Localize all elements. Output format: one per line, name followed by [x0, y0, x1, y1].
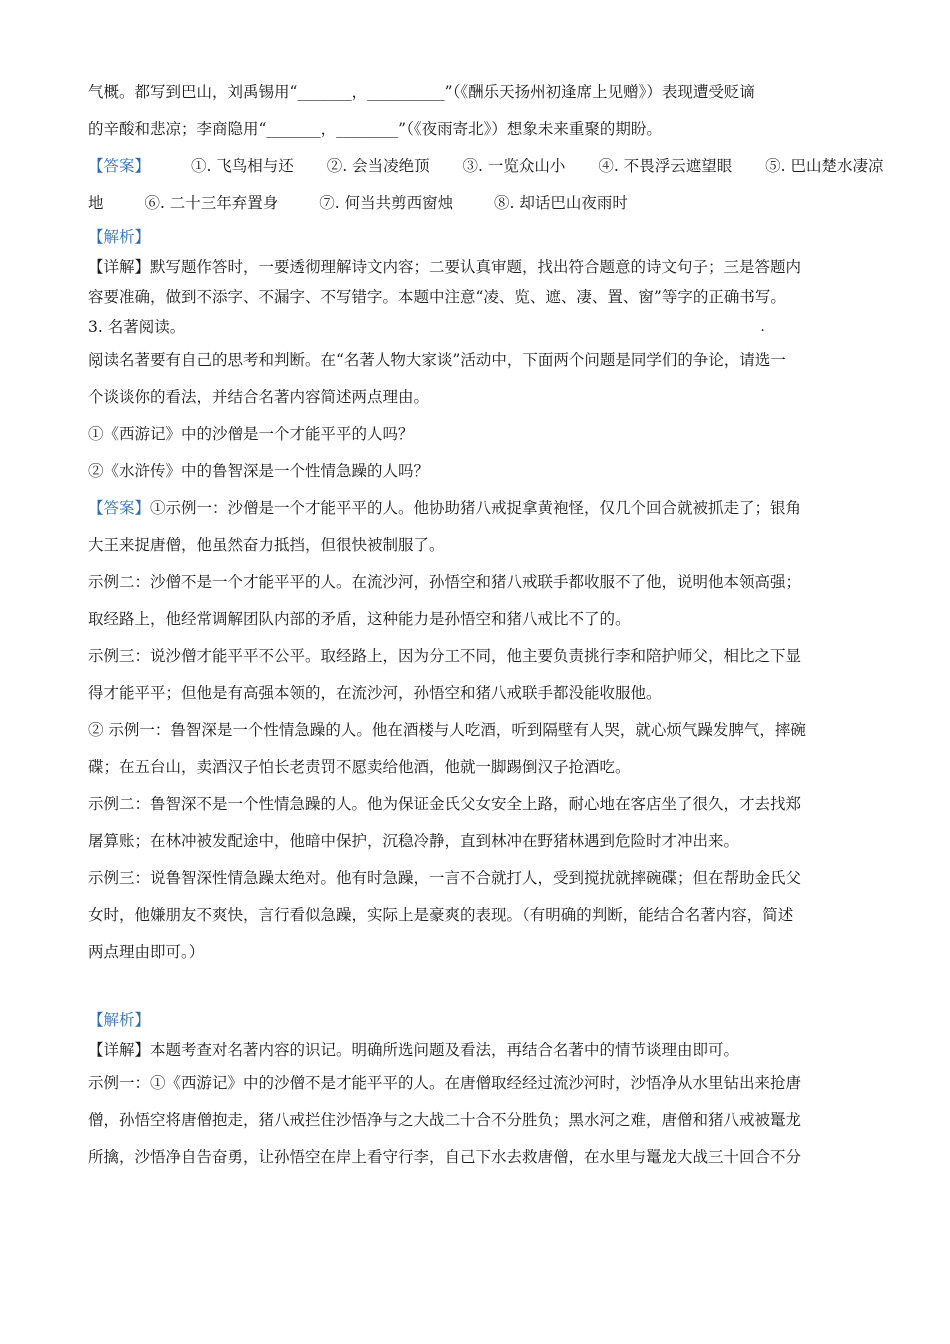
question-item-2: ②《水浒传》中的鲁智深是一个性情急躁的人吗？ — [88, 462, 430, 480]
question-title: 3. 名著阅读。 — [88, 318, 186, 336]
answer-tag: 【答案】 — [88, 499, 151, 517]
question-intro-line-1 — [88, 342, 863, 379]
answer-item: 地 — [88, 194, 104, 212]
detail-line: 所擒，沙悟净自告奋勇，让孙悟空在岸上看守行李，自己下水去救唐僧，在水里与鼍龙大战三十回合不分 — [88, 1148, 802, 1166]
answer-item: ⑦. 何当共剪西窗烛 — [319, 194, 454, 212]
answer-line: 示例三：说沙僧才能平平不公平。取经路上，因为分工不同，他主要负责挑行李和陪护师父，相比之下显 — [88, 647, 802, 665]
answer-item: ③. 一览众山小 — [462, 157, 566, 175]
detail-line: 僧，孙悟空将唐僧抱走，猪八戒拦住沙悟净与之大战二十合不分胜负；黑水河之难，唐僧和猪八戒被鼍龙 — [88, 1111, 802, 1129]
answer-text: ①示例一：沙僧是一个才能平平的人。他协助猪八戒捉拿黄袍怪，仅几个回合就被抓走了；银角 — [150, 499, 802, 517]
answer-line-2 — [88, 185, 863, 222]
analysis-tag: 【解析】 — [88, 1011, 151, 1029]
answer-item: ⑥. 二十三年弃置身 — [144, 194, 279, 212]
answer-line: ② 示例一：鲁智深是一个性情急躁的人。他在酒楼与人吃酒，听到隔壁有人哭，就心烦气躁发脾气，摔碗 — [88, 721, 806, 739]
detail-line: 示例一：①《西游记》中的沙僧不是才能平平的人。在唐僧取经经过流沙河时，沙悟净从水里钻出来抢唐 — [88, 1074, 802, 1092]
answer-line: 大王来捉唐僧，他虽然奋力抵挡，但很快被制服了。 — [88, 536, 445, 554]
detail-line: 【详解】本题考查对名著内容的识记。明确所选问题及看法，再结合名著中的情节谈理由即可。 — [88, 1041, 740, 1059]
spacer — [88, 971, 863, 1005]
emphasized-text: 个 — [88, 388, 104, 406]
text-line: 的辛酸和悲凉；李商隐用“_______，________”（《夜雨寄北》）想象未来重聚的期盼。 — [88, 120, 662, 138]
answer-line: 示例三：说鲁智深性情急躁太绝对。他有时急躁，一言不合就打人，受到搅扰就摔碗碟；但在帮助金氏父 — [88, 869, 802, 887]
answer-item: ④. 不畏浮云遮望眼 — [598, 157, 733, 175]
analysis-tag: 【解析】 — [88, 228, 151, 246]
answer-line: 屠算账；在林冲被发配途中，他暗中保护，沉稳冷静，直到林冲在野猪林遇到危险时才冲出来。 — [88, 832, 740, 850]
answer-line: 女时，他嫌朋友不爽快，言行看似急躁，实际上是豪爽的表现。（有明确的判断，能结合名著内容，简述 — [88, 906, 794, 924]
answer-line: 示例二：沙僧不是一个才能平平的人。在流沙河，孙悟空和猪八戒联手都收服不了他，说明他本领高强； — [88, 573, 802, 591]
answer-first-line — [88, 490, 863, 527]
question-item-1: ①《西游记》中的沙僧是一个才能平平的人吗？ — [88, 425, 414, 443]
answer-item: ⑤. 巴山楚水凄凉 — [765, 157, 884, 175]
answer-tag: 【答案】 — [88, 157, 151, 175]
answer-item: ⑧. 却话巴山夜雨时 — [494, 194, 628, 212]
answer-line: 取经路上，他经常调解团队内部的矛盾，这种能力是孙悟空和猪八戒比不了的。 — [88, 610, 631, 628]
intro-text: 谈谈你的看法，并结合名著内容简述两点理由。 — [103, 388, 430, 406]
question-intro-line-2 — [88, 379, 863, 416]
answer-line: 两点理由即可。） — [88, 943, 205, 961]
document-page — [88, 74, 884, 1176]
intro-text: 阅读名著要有自己的思考和判断。在“名著人物大家谈”活动中，下面两个问题是同学们的争论， — [88, 351, 740, 369]
answer-line: 碟；在五台山，卖酒汉子怕长老责罚不愿卖给他酒，他就一脚踢倒汉子抢酒吃。 — [88, 758, 631, 776]
answer-line-1 — [88, 148, 884, 185]
answer-item: ①. 飞鸟相与还 — [190, 157, 294, 175]
detail-line: 【详解】默写题作答时，一要透彻理解诗文内容；二要认真审题，找出符合题意的诗文句子；三是答题内 — [88, 258, 802, 276]
text-line: 气概。都写到巴山，刘禹锡用“_______，__________”（《酬乐天扬州初逢席上见赠》）表现遭受贬谪 — [88, 83, 755, 101]
answer-item: ②. 会当凌绝顶 — [326, 157, 430, 175]
answer-line: 示例二：鲁智深不是一个性情急躁的人。他为保证金氏父女安全上路，耐心地在客店坐了很久，才去找郑 — [88, 795, 802, 813]
emphasized-text: 请选一 — [739, 351, 786, 369]
answer-line: 得才能平平；但他是有高强本领的，在流沙河，孙悟空和猪八戒联手都没能收服他。 — [88, 684, 662, 702]
detail-line: 容要准确，做到不添字、不漏字、不写错字。本题中注意“凌、览、遮、凄、置、窗”等字的正确书写。 — [88, 288, 786, 306]
